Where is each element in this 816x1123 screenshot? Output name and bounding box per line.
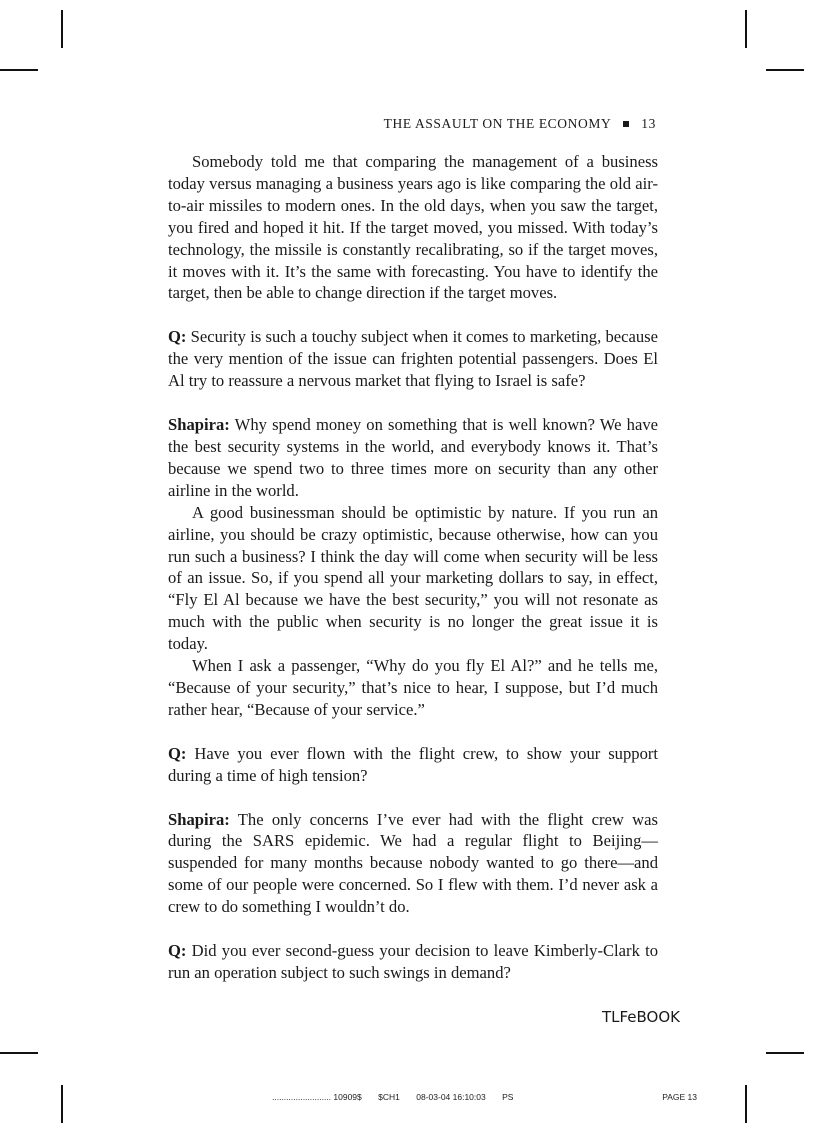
question-text: Have you ever flown with the flight crew, to show your support during a time of high tension? — [168, 743, 658, 785]
crop-mark — [61, 10, 63, 48]
slug-page: PAGE 13 — [662, 1092, 697, 1102]
speaker-label: Shapira: — [168, 415, 230, 435]
question — [168, 940, 658, 984]
answer — [168, 809, 658, 919]
crop-mark — [61, 1085, 63, 1123]
slug-chapter: $CH1 — [378, 1092, 400, 1102]
speaker-label: Q: — [168, 327, 187, 347]
speaker-label: Q: — [168, 941, 187, 961]
page-number: 13 — [641, 116, 656, 131]
watermark: TLFeBOOK — [601, 1008, 680, 1026]
crop-mark — [0, 1052, 38, 1054]
slug-mode: PS — [502, 1092, 514, 1102]
answer — [168, 414, 658, 502]
crop-mark — [0, 69, 38, 71]
question — [168, 743, 658, 787]
speaker-label: Q: — [168, 743, 187, 763]
paragraph: A good businessman should be optimistic by nature. If you run an airline, you should be crazy optimistic, because otherwise, how can you run such a business? I think the day will come when security will be less of an issue. So, if you spend all your marketing dollars to say, in effect, “Fly El Al because we have the best security,” you will not resonate as much with the public when security is no longer the great issue it is today. — [168, 502, 658, 654]
slug-job: ......................... 10909$ — [272, 1092, 362, 1102]
crop-mark — [745, 1085, 747, 1123]
crop-mark — [745, 10, 747, 48]
printer-slug — [272, 1092, 697, 1102]
speaker-label: Shapira: — [168, 809, 230, 829]
square-bullet-icon — [623, 121, 629, 127]
crop-mark — [766, 69, 804, 71]
question-text: Did you ever second-guess your decision to leave Kimberly-Clark to run an operation subject to such swings in demand? — [168, 941, 658, 982]
question-text: Security is such a touchy subject when it comes to marketing, because the very mention of the issue can frighten potential passengers. Does El Al try to reassure a nervous market that flying to Israel is safe? — [168, 327, 658, 391]
body-text — [168, 151, 658, 984]
paragraph: Somebody told me that comparing the management of a business today versus managing a business years ago is like comparing the old air-to-air missiles to modern ones. In the old days, when you saw the target, you fired and hoped it hit. If the target moved, you missed. With today’s technology, the missile is constantly recalibrating, so if the target moves, it moves with it. It’s the same with forecasting. You have to identify the target, then be able to change direction if the target moves. — [168, 152, 658, 303]
paragraph: When I ask a passenger, “Why do you fly El Al?” and he tells me, “Because of your security,” that’s nice to hear, I suppose, but I’d much rather hear, “Because of your service.” — [168, 656, 658, 719]
answer-text: The only concerns I’ve ever had with the flight crew was during the SARS epidemic. We had a regular flight to Beijing—suspended for many months because nobody wanted to go there—and some of our people were concerned. So I flew with them. I’d never ask a crew to do something I wouldn’t do. — [168, 809, 658, 917]
chapter-title: THE ASSAULT ON THE ECONOMY — [383, 116, 612, 131]
answer-text: Why spend money on something that is well known? We have the best security systems in the world, and everybody knows it. That’s because we spend two to three times more on security than any other airline in the world. — [168, 415, 658, 500]
question — [168, 326, 658, 392]
crop-mark — [766, 1052, 804, 1054]
running-head — [168, 116, 656, 132]
slug-timestamp: 08-03-04 16:10:03 — [416, 1092, 486, 1102]
